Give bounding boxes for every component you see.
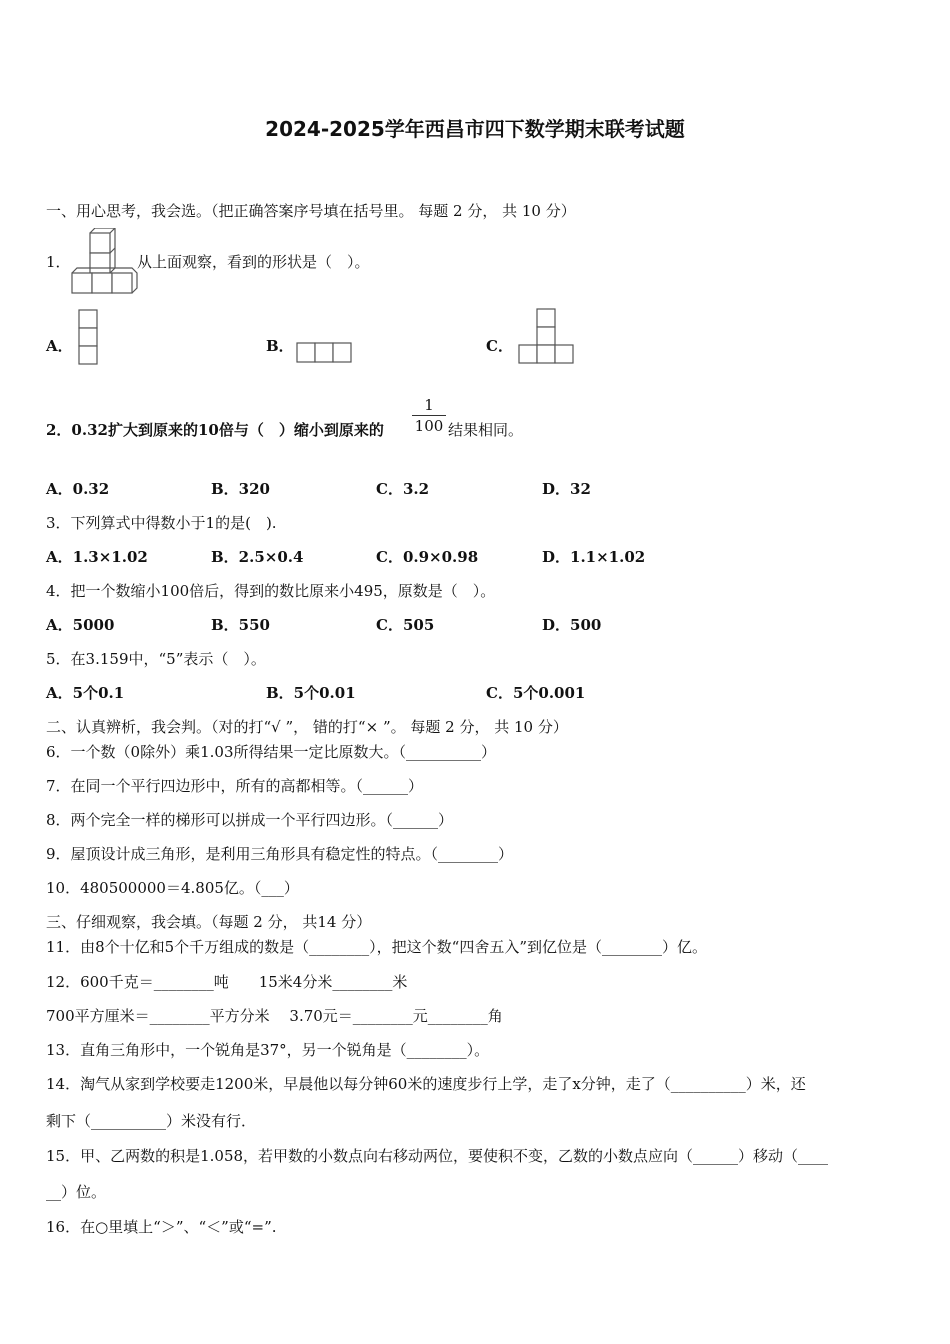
q14-line-2: 剩下（__________）米没有行． xyxy=(46,1112,257,1130)
q16-question: 16．在○里填上“＞”、“＜”或“=”. xyxy=(46,1218,277,1236)
q1-number: 1． xyxy=(46,253,71,271)
section-1-heading: 一、用心思考，我会选。（把正确答案序号填在括号里。 每题 2 分， 共 10 分） xyxy=(46,202,576,220)
q2-question xyxy=(46,420,384,440)
q11-question: 11．由8个十亿和5个千万组成的数是（________），把这个数“四舍五入”到亿位是（________）亿。 xyxy=(46,938,708,956)
q13-question: 13．直角三角形中，一个锐角是37°，另一个锐角是（________）。 xyxy=(46,1041,490,1059)
q10-statement: 10．480500000＝4.805亿。（___） xyxy=(46,879,299,897)
q1-option-b-label: B． xyxy=(266,337,294,355)
q3-option-c[interactable]: C．0.9×0.98 xyxy=(376,548,479,566)
q1-cube-stack xyxy=(72,228,137,293)
q14-line-1: 14．淘气从家到学校要走1200米，早晨他以每分钟60米的速度步行上学，走了x分钟，走了（__________）米，还 xyxy=(46,1075,806,1093)
q7-statement: 7．在同一个平行四边形中，所有的高都相等。（______） xyxy=(46,777,424,795)
q1-cube-figure xyxy=(70,228,138,294)
q5-option-b[interactable]: B．5个0.01 xyxy=(266,684,356,702)
q2-fraction-denominator: 100 xyxy=(414,417,444,435)
q9-statement: 9．屋顶设计成三角形，是利用三角形具有稳定性的特点。（________） xyxy=(46,845,514,863)
q4-option-d[interactable]: D．500 xyxy=(542,616,602,634)
q4-option-b[interactable]: B．550 xyxy=(211,616,270,634)
q6-statement: 6．一个数（0除外）乘1.03所得结果一定比原数大。（__________） xyxy=(46,743,496,761)
q1-option-b-shape[interactable] xyxy=(296,342,356,366)
q1-option-a-label: A． xyxy=(46,337,73,355)
q1-option-c-label: C． xyxy=(486,337,513,355)
q2-fraction xyxy=(412,396,446,435)
q15-line-2: __）位。 xyxy=(46,1183,107,1201)
q4-question: 4．把一个数缩小100倍后，得到的数比原来小495，原数是（ ）。 xyxy=(46,582,496,600)
q12-line-2: 700平方厘米＝________平方分米 3.70元＝________元________角 xyxy=(46,1007,503,1025)
q5-option-a[interactable]: A．5个0.1 xyxy=(46,684,125,702)
page-title: 2024-2025学年西昌市四下数学期末联考试题 xyxy=(265,117,685,141)
q3-option-d[interactable]: D．1.1×1.02 xyxy=(542,548,646,566)
q3-option-a[interactable]: A．1.3×1.02 xyxy=(46,548,148,566)
q3-question: 3．下列算式中得数小于1的是( ). xyxy=(46,514,277,532)
q2-text-before: 2．0.32扩大到原来的10倍与（ ）缩小到原来的 xyxy=(46,421,384,439)
q2-option-c[interactable]: C．3.2 xyxy=(376,480,430,498)
q5-option-c[interactable]: C．5个0.001 xyxy=(486,684,586,702)
q2-fraction-numerator: 1 xyxy=(424,396,434,414)
q12-line-1: 12．600千克＝________吨 15米4分米________米 xyxy=(46,973,408,991)
q1-option-a-shape[interactable] xyxy=(78,309,100,369)
q2-option-b[interactable]: B．320 xyxy=(211,480,270,498)
q2-fraction-bar xyxy=(412,415,446,416)
q2-option-d[interactable]: D．32 xyxy=(542,480,591,498)
q4-option-c[interactable]: C．505 xyxy=(376,616,435,634)
section-2-heading: 二、认真辨析，我会判。（对的打“√ ”， 错的打“× ”。 每题 2 分， 共 10 分） xyxy=(46,718,568,736)
q5-question: 5．在3.159中，“5”表示（ ）。 xyxy=(46,650,266,668)
section-3-heading: 三、仔细观察，我会填。（每题 2 分， 共14 分） xyxy=(46,913,372,931)
q1-question: 从上面观察，看到的形状是（ ）。 xyxy=(137,253,370,271)
q3-option-b[interactable]: B．2.5×0.4 xyxy=(211,548,304,566)
q8-statement: 8．两个完全一样的梯形可以拼成一个平行四边形。（______） xyxy=(46,811,454,829)
q1-option-c-shape[interactable] xyxy=(518,308,576,368)
q2-option-a[interactable]: A．0.32 xyxy=(46,480,110,498)
q4-option-a[interactable]: A．5000 xyxy=(46,616,115,634)
q15-line-1: 15．甲、乙两数的积是1.058，若甲数的小数点向右移动两位，要使积不变，乙数的小数点应向（______）移动（____ xyxy=(46,1147,829,1165)
q2-text-after: 结果相同。 xyxy=(448,421,524,439)
